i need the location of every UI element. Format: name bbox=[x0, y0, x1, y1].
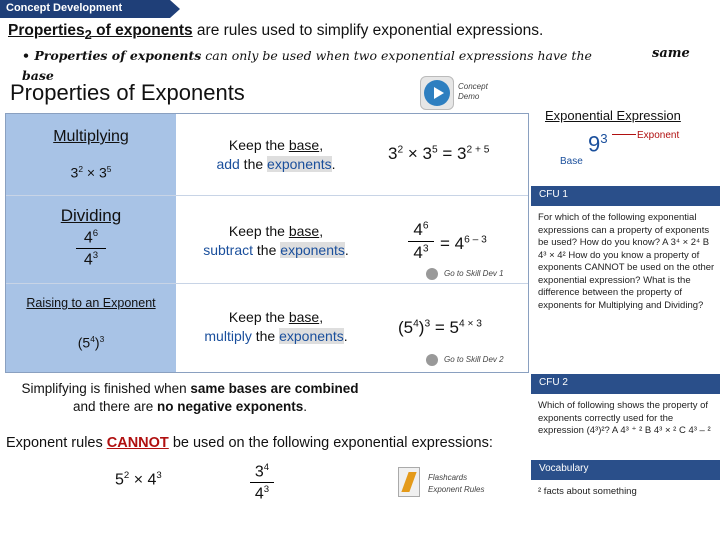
goto-skill-dev-1-link[interactable]: Go to Skill Dev 1 bbox=[426, 268, 504, 280]
rule-text: Keep the base, add the exponents. bbox=[216, 137, 336, 172]
flashcards-link[interactable]: Flashcards Exponent Rules bbox=[428, 473, 485, 494]
row-label: Multiplying bbox=[53, 128, 129, 145]
example-expression-2: $3^4$ $4^3$ bbox=[250, 462, 274, 504]
page-title: Properties of Exponents bbox=[10, 80, 245, 105]
example-power: $9^3$ bbox=[588, 131, 608, 157]
section-banner: Concept Development bbox=[0, 0, 170, 18]
row-dividing bbox=[6, 196, 528, 284]
cannot-note: Exponent rules CANNOT be used on the following exponential expressions: bbox=[6, 435, 493, 451]
fraction: $4^6$ $4^3$ bbox=[76, 228, 106, 270]
sub-expression: $(5^4)^3$ bbox=[77, 334, 105, 351]
equation: $(5^4)^3 = 5^{4 \times 3}$ bbox=[398, 318, 482, 337]
play-icon bbox=[424, 80, 450, 106]
row-raising bbox=[6, 284, 528, 372]
base-label: Base bbox=[560, 156, 583, 167]
rule-text: Keep the base, multiply the exponents. bbox=[204, 309, 348, 344]
rule-text: Keep the base, subtract the exponents. bbox=[203, 223, 349, 258]
play-video-button[interactable] bbox=[420, 76, 454, 110]
row-label: Dividing bbox=[60, 206, 122, 225]
properties-table bbox=[5, 113, 529, 373]
equation: = $4^{6 - 3}$ bbox=[440, 234, 487, 253]
vocabulary-text: ² facts about something bbox=[538, 486, 637, 497]
vocabulary-header: Vocabulary bbox=[531, 460, 720, 480]
row-multiplying bbox=[6, 114, 528, 196]
example-expression-1: $5^2 \times 4^3$ bbox=[115, 470, 162, 489]
flashcards-icon[interactable] bbox=[398, 467, 420, 497]
exponent-label: Exponent bbox=[637, 130, 680, 141]
bullet-note: • Properties of exponents can only be used when two exponential expressions have the base bbox=[22, 48, 592, 83]
exponential-expression-heading: Exponential Expression bbox=[545, 108, 681, 123]
row-label: Raising to an Exponent bbox=[26, 296, 156, 310]
concept-demo-label: Concept Demo bbox=[458, 82, 488, 101]
fraction: $4^6$ $4^3$ bbox=[408, 220, 434, 263]
same-word: same bbox=[652, 46, 690, 61]
arrow-icon bbox=[612, 134, 636, 135]
simplify-note: Simplifying is finished when same bases are combined and there are no negative exponents. bbox=[21, 381, 359, 414]
intro-sentence: Properties$_2$ of exponents are rules used to simplify exponential expressions. bbox=[8, 22, 544, 43]
equation: $3^2 \times 3^5 = 3^{2 + 5}$ bbox=[388, 144, 490, 163]
sub-expression: $3^2 \times 3^5$ bbox=[70, 164, 112, 181]
cfu2-text: Which of following shows the property of exponents correctly used for the expression (4³)²? A 4³ ⁺ ² B 4³ × ² C 4³ – ² bbox=[538, 400, 711, 436]
cfu2-header: CFU 2 bbox=[531, 374, 720, 394]
cfu1-header: CFU 1 bbox=[531, 186, 720, 206]
goto-skill-dev-2-link[interactable]: Go to Skill Dev 2 bbox=[426, 354, 504, 366]
cfu1-text: For which of the following exponential expressions can a property of exponents be used? How do you know? A 3⁴ × 2⁴ B 4³ × 4² How do you know a property of exponents CANNOT be used on the other exponential expression? What is the difference between the property of exponents for Multiplying and Dividing? bbox=[538, 212, 715, 311]
